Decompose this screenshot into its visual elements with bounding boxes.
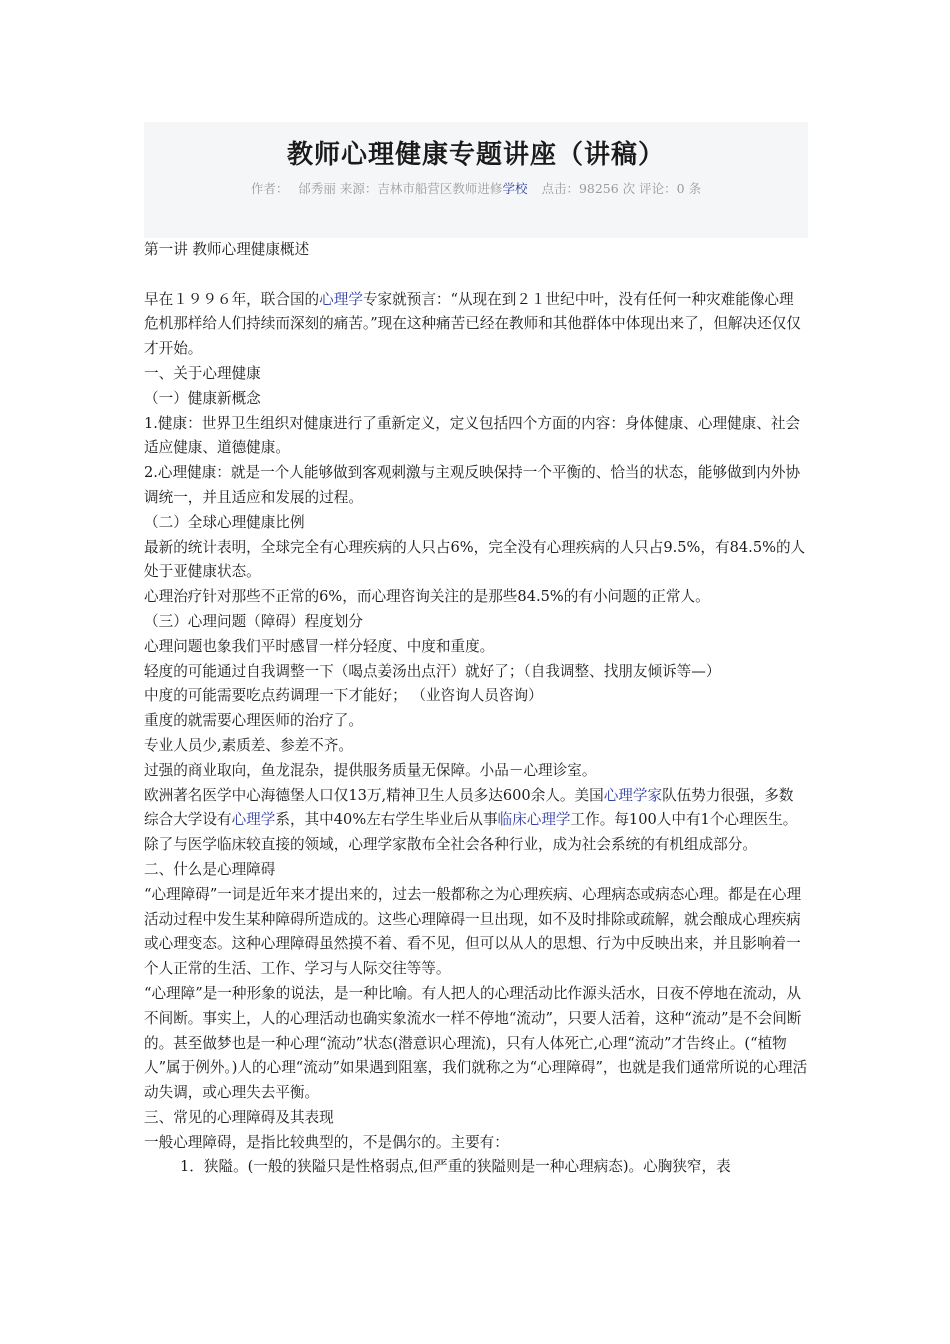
europe-text-c: 系，其中40%左右学生毕业后从事 (275, 811, 498, 829)
paragraph: 轻度的可能通过自我调整一下（喝点姜汤出点汗）就好了；（自我调整、找朋友倾诉等—） (144, 662, 721, 680)
source-link[interactable]: 学校 (502, 181, 528, 196)
paragraph: 2.心理健康：就是一个人能够做到客观刺激与主观反映保持一个平衡的、恰当的状态，能够做到内外协调统一，并且适应和发展的过程。 (144, 464, 801, 506)
europe-text-b: 队伍势力很强，多数综合大学设有 (144, 786, 794, 829)
paragraph: 一般心理障碍，是指比较典型的，不是偶尔的。主要有： (144, 1133, 509, 1151)
click-count: 点击：98256 次 (541, 181, 636, 196)
paragraph: “心理障”是一种形象的说法，是一种比喻。有人把人的心理活动比作源头活水，日夜不停地在流动，从不间断。事实上，人的心理活动也确实象流水一样不停地“流动”，只要人活着，这种“流动”是不会间断的。甚至做梦也是一种心理“流动”状态(潜意识心理流)，只有人体死亡,心理“流动”才告终止。(“植物人”属于例外。)人的心理“流动”如果遇到阻塞，我们就称之为“心理障碍”，也就是我们通常所说的心理活动失调，或心理失去平衡。 (144, 984, 808, 1102)
europe-paragraph (144, 784, 808, 858)
europe-text-d: 工作。每100人中有1个心理医生。除了与医学临床较直接的领域，心理学家散布全社会各种行业，成为社会系统的有机组成部分。 (144, 811, 798, 854)
psychologist-link[interactable]: 心理学家 (603, 786, 663, 804)
article-meta (144, 179, 808, 197)
subsection-heading-1-1: （一）健康新概念 (144, 389, 261, 407)
paragraph: 专业人员少,素质差、参差不齐。 (144, 736, 353, 754)
section-heading-1: 一、关于心理健康 (144, 364, 261, 382)
paragraph: 心理问题也象我们平时感冒一样分轻度、中度和重度。 (144, 637, 495, 655)
source-label: 来源： (339, 181, 378, 196)
psychology-link[interactable]: 心理学 (231, 811, 276, 829)
paragraph: 中度的可能需要吃点药调理一下才能好； （业咨询人员咨询） (144, 687, 543, 705)
clinical-psychology-link[interactable]: 临床心理学 (497, 811, 571, 829)
author-name: 邰秀丽 (298, 181, 336, 196)
list-item: 1．狭隘。(一般的狭隘只是性格弱点,但严重的狭隘则是一种心理病态)。心胸狭窄，表 (180, 1158, 731, 1176)
paragraph: “心理障碍”一词是近年来才提出来的，过去一般都称之为心理疾病、心理病态或病态心理。都是在心理活动过程中发生某种障碍所造成的。这些心理障碍一旦出现，如不及时排除或疏解，就会酿成心理疾病或心理变态。这种心理障碍虽然摸不着、看不见，但可以从人的思想、行为中反映出来，并且影响着一个人正常的生活、工作、学习与人际交往等等。 (144, 885, 802, 978)
subsection-heading-1-2: （二）全球心理健康比例 (144, 513, 305, 531)
europe-text-a: 欧洲著名医学中心海德堡人口仅13万,精神卫生人员多达600余人。美国 (144, 786, 604, 804)
paragraph: 最新的统计表明，全球完全有心理疾病的人只占6%，完全没有心理疾病的人只占9.5%，有84.5%的人处于亚健康状态。 (144, 538, 806, 581)
lecture-title: 第一讲 教师心理健康概述 (144, 241, 310, 258)
subsection-heading-1-3: （三）心理问题（障碍）程度划分 (144, 612, 363, 630)
paragraph: 过强的商业取向，鱼龙混杂，提供服务质量无保障。小品－心理诊室。 (144, 761, 597, 779)
paragraph: 重度的就需要心理医师的治疗了。 (144, 712, 363, 730)
section-heading-3: 三、常见的心理障碍及其表现 (144, 1108, 334, 1126)
author-label: 作者： (250, 181, 289, 196)
paragraph: 1.健康：世界卫生组织对健康进行了重新定义，定义包括四个方面的内容：身体健康、心理健康、社会适应健康、道德健康。 (144, 414, 801, 457)
psychology-link[interactable]: 心理学 (319, 290, 363, 308)
article-title: 教师心理健康专题讲座（讲稿） (286, 140, 665, 170)
article-body (144, 238, 808, 1180)
article-header (144, 122, 808, 238)
source-text: 吉林市船营区教师进修 (377, 181, 503, 196)
article (144, 122, 808, 1180)
paragraph: 心理治疗针对那些不正常的6%，而心理咨询关注的是那些84.5%的有小问题的正常人。 (144, 588, 710, 606)
intro-text-b: 专家就预言：“从现在到２１世纪中叶，没有任何一种灾难能像心理危机那样给人们持续而深刻的痛苦。”现在这种痛苦已经在教师和其他群体中体现出来了，但解决还仅仅才开始。 (144, 290, 801, 358)
section-heading-2: 二、什么是心理障碍 (144, 860, 276, 878)
intro-paragraph (144, 288, 808, 362)
comment-count: 评论：0 条 (639, 181, 702, 196)
intro-text-a: 早在１９９６年，联合国的 (144, 290, 320, 308)
